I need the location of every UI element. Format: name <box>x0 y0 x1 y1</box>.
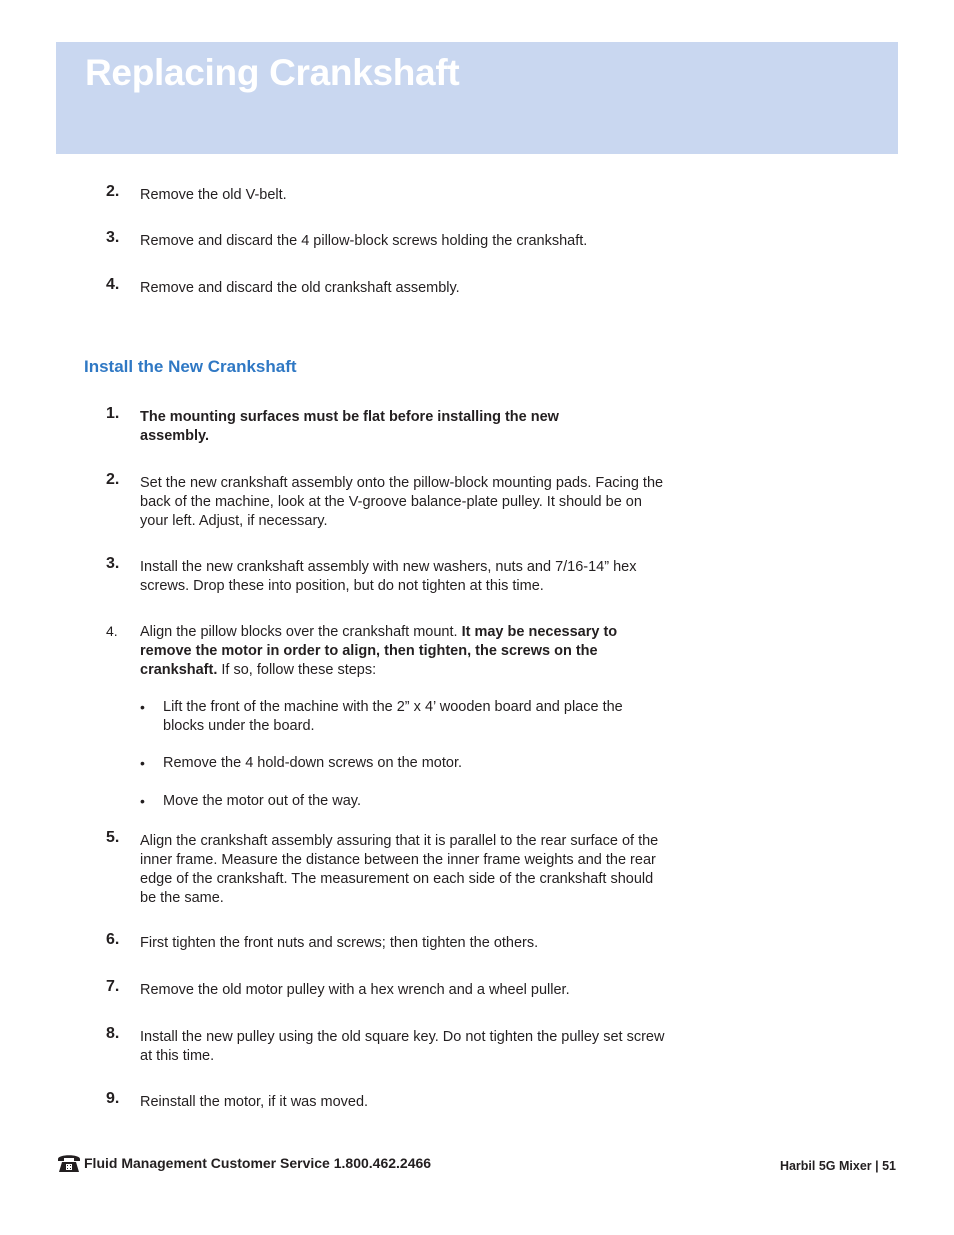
step-number: 4. <box>106 276 120 293</box>
step-text: First tighten the front nuts and screws; then tighten the others. <box>140 935 539 951</box>
step-text <box>140 623 665 680</box>
footer-page-label: Harbil 5G Mixer | 51 <box>779 1159 896 1173</box>
step-number: 2. <box>106 471 120 488</box>
section-heading: Install the New Crankshaft <box>84 357 297 376</box>
step-text: Install the new pulley using the old square key. Do not tighten the pulley set screw at this time. <box>140 1029 665 1064</box>
step-text-emphasis: It may be necessary to remove the motor in order to align, then tighten, the screws on the crankshaft. <box>140 624 618 678</box>
step-number: 9. <box>106 1090 120 1107</box>
step-text: Remove and discard the old crankshaft assembly. <box>140 280 460 296</box>
step-number: 4. <box>106 623 118 639</box>
step-text-part: If so, follow these steps: <box>217 662 377 678</box>
footer-service <box>56 1152 431 1174</box>
step-number: 8. <box>106 1025 120 1042</box>
step-number: 6. <box>106 931 120 948</box>
step-text: Remove and discard the 4 pillow-block screws holding the crankshaft. <box>140 233 588 249</box>
step-text: The mounting surfaces must be flat before installing the new assembly. <box>140 409 559 444</box>
footer-service-text: Fluid Management Customer Service 1.800.462.2466 <box>84 1155 432 1171</box>
step-text: Set the new crankshaft assembly onto the pillow-block mounting pads. Facing the back of the machine, look at the V-groove balance-plate pulley. It should be on your left. Adjust, if necessary. <box>140 475 664 529</box>
step-text: Install the new crankshaft assembly with new washers, nuts and 7/16-14” hex screws. Drop these into position, but do not tighten at this time. <box>140 559 637 594</box>
step-number: 7. <box>106 978 120 995</box>
step-text-part: Align the pillow blocks over the crankshaft mount. <box>140 624 462 640</box>
step-text: Remove the old motor pulley with a hex wrench and a wheel puller. <box>140 982 570 998</box>
bullet-marker: • <box>140 755 145 771</box>
bullet-text: Lift the front of the machine with the 2” x 4’ wooden board and place the blocks under the board. <box>163 699 623 734</box>
step-number: 3. <box>106 229 120 246</box>
step-number: 2. <box>106 183 120 200</box>
bullet-marker: • <box>140 699 145 715</box>
bullet-text: Remove the 4 hold-down screws on the motor. <box>163 755 463 771</box>
header-banner <box>56 42 898 154</box>
step-number: 3. <box>106 555 120 572</box>
step-text: Reinstall the motor, if it was moved. <box>140 1094 369 1110</box>
step-text: Align the crankshaft assembly assuring that it is parallel to the rear surface of the inner frame. Measure the distance between the inner frame weights and the rear edge of the crankshaft. The measurement on each side of the crankshaft should be the same. <box>140 833 659 906</box>
telephone-icon <box>56 1152 82 1174</box>
step-number: 5. <box>106 829 120 846</box>
bullet-marker: • <box>140 793 145 809</box>
page-title: Replacing Crankshaft <box>85 52 460 93</box>
bullet-text: Move the motor out of the way. <box>163 793 361 809</box>
step-number: 1. <box>106 405 120 422</box>
step-text: Remove the old V-belt. <box>140 187 287 203</box>
